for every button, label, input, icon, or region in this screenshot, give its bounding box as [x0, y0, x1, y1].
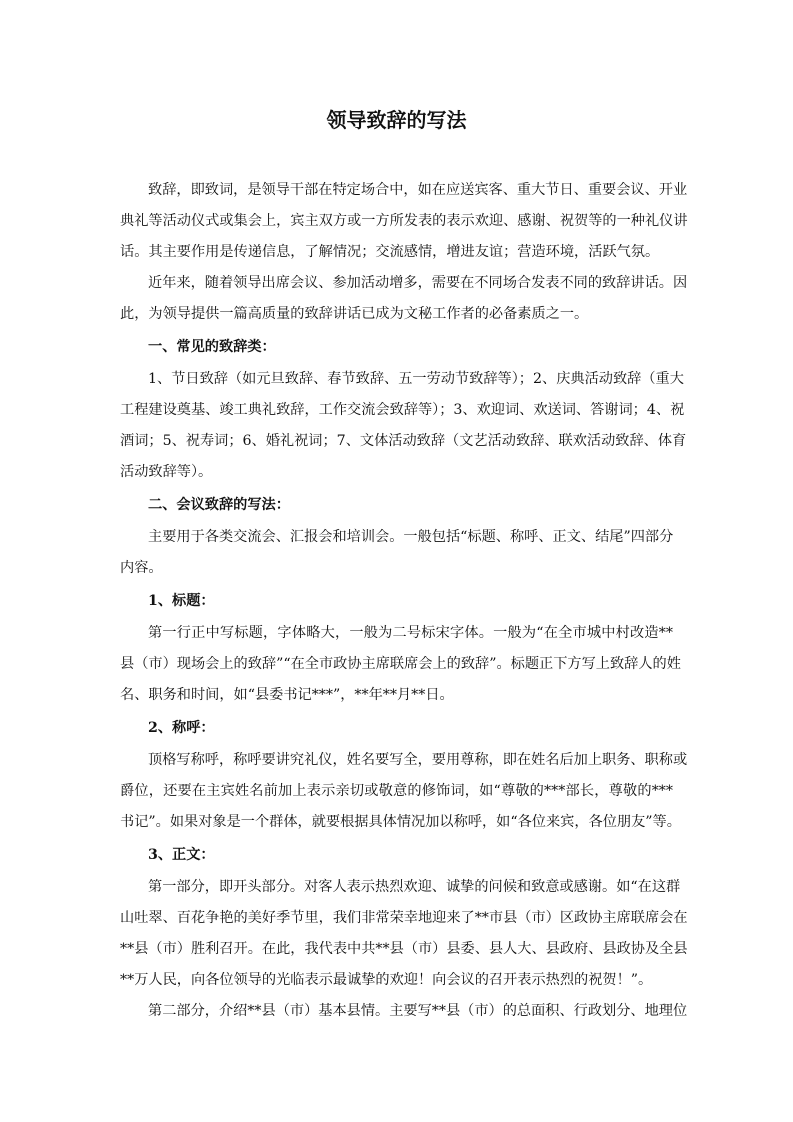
paragraph-line: 县（市）现场会上的致辞”“在全市政协主席联席会上的致辞”。标题正下方写上致辞人的姓 — [120, 656, 681, 672]
document-body — [120, 175, 688, 1027]
paragraph — [120, 996, 688, 1027]
paragraph-line: 酒词；5、祝寿词；6、婚礼祝词；7、文体活动致辞（文艺活动致辞、联欢活动致辞、体育 — [120, 433, 687, 449]
paragraph-line: 此，为领导提供一篇高质量的致辞讲话已成为文秘工作者的必备素质之一。 — [120, 306, 589, 322]
paragraph-line: 主要用于各类交流会、汇报会和培训会。一般包括“标题、称呼、正文、结尾”四部分 — [148, 529, 674, 545]
paragraph-line: **县（市）胜利召开。在此，我代表中共**县（市）县委、县人大、县政府、县政协及全县 — [120, 941, 688, 957]
paragraph — [120, 268, 688, 330]
paragraph — [120, 872, 688, 996]
section-heading: 2、称呼： — [148, 720, 215, 736]
paragraph — [120, 745, 688, 838]
paragraph-line: 山吐翠、百花争艳的美好季节里，我们非常荣幸地迎来了**市县（市）区政协主席联席会在 — [120, 910, 688, 926]
paragraph-line: 第一部分，即开头部分。对客人表示热烈欢迎、诚挚的问候和致意或感谢。如“在这群 — [148, 879, 681, 895]
paragraph-line: **万人民，向各位领导的光临表示最诚挚的欢迎！向会议的召开表示热烈的祝贺！”。 — [120, 972, 653, 988]
paragraph-line: 活动致辞等）。 — [120, 464, 213, 480]
paragraph — [120, 618, 681, 711]
paragraph — [120, 175, 688, 268]
paragraph — [120, 522, 673, 584]
paragraph-line: 1、节日致辞（如元旦致辞、春节致辞、五一劳动节致辞等）；2、庆典活动致辞（重大 — [148, 371, 684, 387]
paragraph-line: 顶格写称呼，称呼要讲究礼仪，姓名要写全，要用尊称，即在姓名后加上职务、职称或 — [148, 752, 688, 768]
paragraph-line: 第二部分，介绍**县（市）基本县情。主要写**县（市）的总面积、行政划分、地理位 — [148, 1003, 688, 1019]
paragraph-line: 第一行正中写标题，字体略大，一般为二号标宋字体。一般为“在全市城中村改造** — [148, 625, 673, 641]
paragraph-line: 工程建设奠基、竣工典礼致辞，工作交流会致辞等）；3、欢迎词、欢送词、答谢词；4、祝 — [120, 402, 685, 418]
paragraph-line: 致辞，即致词，是领导干部在特定场合中，如在应送宾客、重大节日、重要会议、开业 — [148, 182, 688, 198]
section-heading: 二、会议致辞的写法： — [148, 497, 290, 513]
paragraph-line: 书记”。如果对象是一个群体，就要根据具体情况加以称呼，如“各位来宾，各位朋友”等。 — [120, 814, 681, 830]
paragraph-line: 爵位，还要在主宾姓名前加上表示亲切或敬意的修饰词，如“尊敬的***部长，尊敬的*** — [120, 783, 673, 799]
paragraph-line: 内容。 — [120, 560, 163, 576]
paragraph — [120, 364, 687, 488]
section-heading: 3、正文： — [148, 847, 215, 863]
paragraph-line: 典礼等活动仪式或集会上，宾主双方或一方所发表的表示欢迎、感谢、祝贺等的一种礼仪讲 — [120, 213, 688, 229]
paragraph-line: 名、职务和时间，如“县委书记***”，**年**月**日。 — [120, 687, 454, 703]
paragraph-line: 近年来，随着领导出席会议、参加活动增多，需要在不同场合发表不同的致辞讲话。因 — [148, 275, 688, 291]
section-heading: 1、标题： — [148, 593, 215, 609]
document-title: 领导致辞的写法 — [326, 108, 467, 132]
paragraph-line: 话。其主要作用是传递信息，了解情况；交流感情，增进友谊；营造环境，活跃气氛。 — [120, 244, 660, 260]
section-heading: 一、常见的致辞类： — [148, 339, 276, 355]
